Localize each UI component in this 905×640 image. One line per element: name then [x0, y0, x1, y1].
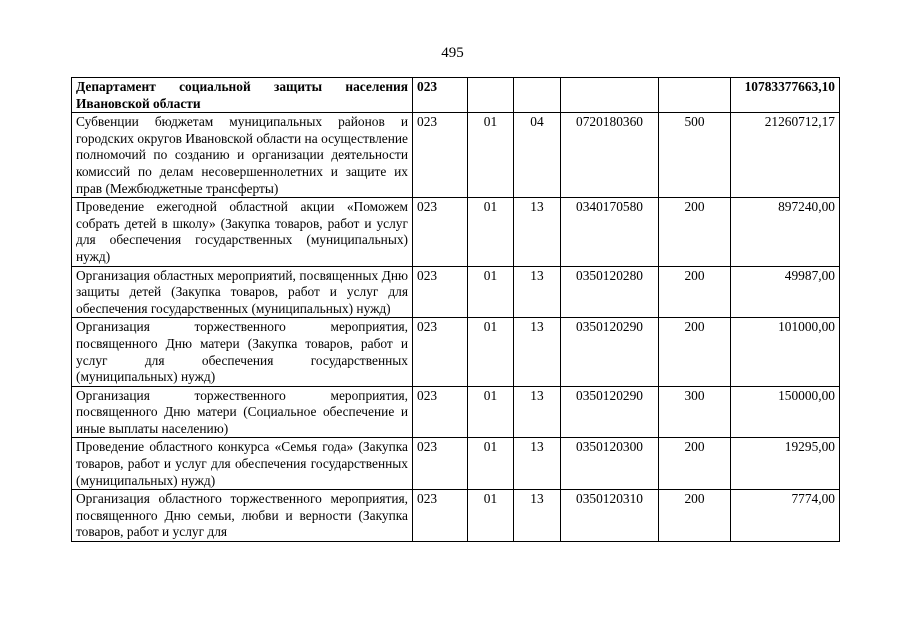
cell-code: 023	[413, 266, 468, 318]
table-row-department	[72, 78, 840, 113]
cell-subsection	[514, 78, 561, 113]
table-row	[72, 386, 840, 438]
cell-section: 01	[468, 438, 514, 490]
cell-section: 01	[468, 318, 514, 386]
table-row	[72, 318, 840, 386]
table-row	[72, 438, 840, 490]
cell-target	[561, 78, 659, 113]
budget-table	[71, 77, 840, 542]
cell-type	[659, 78, 731, 113]
cell-section: 01	[468, 386, 514, 438]
cell-subsection: 13	[514, 438, 561, 490]
cell-target: 0720180360	[561, 113, 659, 198]
cell-sum: 897240,00	[731, 198, 840, 266]
cell-subsection: 13	[514, 198, 561, 266]
table-row	[72, 198, 840, 266]
cell-sum: 19295,00	[731, 438, 840, 490]
cell-subsection: 13	[514, 318, 561, 386]
cell-type: 200	[659, 318, 731, 386]
cell-section: 01	[468, 113, 514, 198]
cell-subsection: 13	[514, 490, 561, 542]
cell-sum: 21260712,17	[731, 113, 840, 198]
cell-target: 0350120280	[561, 266, 659, 318]
cell-target: 0350120300	[561, 438, 659, 490]
table-row	[72, 490, 840, 542]
cell-type: 200	[659, 438, 731, 490]
cell-target: 0350120290	[561, 318, 659, 386]
cell-code: 023	[413, 78, 468, 113]
table-row	[72, 113, 840, 198]
cell-name: Организация областного торжественного мероприятия, посвященного Дню семьи, любви и верности (Закупка товаров, работ и услуг для	[72, 490, 413, 542]
cell-subsection: 13	[514, 386, 561, 438]
cell-section: 01	[468, 490, 514, 542]
cell-code: 023	[413, 113, 468, 198]
cell-sum: 150000,00	[731, 386, 840, 438]
cell-subsection: 04	[514, 113, 561, 198]
cell-name: Организация торжественного мероприятия, посвященного Дню матери (Закупка товаров, работ и услуг для обеспечения государственных (муниципальных) нужд)	[72, 318, 413, 386]
cell-code: 023	[413, 490, 468, 542]
table-body	[72, 78, 840, 542]
cell-sum: 101000,00	[731, 318, 840, 386]
cell-name: Субвенции бюджетам муниципальных районов и городских округов Ивановской области на осуществление полномочий по созданию и организации деятельности комиссий по делам несовершеннолетних и защите их прав (Межбюджетные трансферты)	[72, 113, 413, 198]
cell-code: 023	[413, 318, 468, 386]
table-row	[72, 266, 840, 318]
cell-type: 200	[659, 198, 731, 266]
cell-section: 01	[468, 266, 514, 318]
cell-target: 0340170580	[561, 198, 659, 266]
cell-name: Департамент социальной защиты населения Ивановской области	[72, 78, 413, 113]
cell-sum: 49987,00	[731, 266, 840, 318]
cell-section	[468, 78, 514, 113]
cell-section: 01	[468, 198, 514, 266]
cell-sum: 10783377663,10	[731, 78, 840, 113]
cell-code: 023	[413, 386, 468, 438]
cell-type: 200	[659, 266, 731, 318]
cell-name: Проведение областного конкурса «Семья года» (Закупка товаров, работ и услуг для обеспечения государственных (муниципальных) нужд)	[72, 438, 413, 490]
cell-type: 300	[659, 386, 731, 438]
cell-type: 500	[659, 113, 731, 198]
cell-name: Проведение ежегодной областной акции «Поможем собрать детей в школу» (Закупка товаров, работ и услуг для обеспечения государственных (муниципальных) нужд)	[72, 198, 413, 266]
cell-target: 0350120310	[561, 490, 659, 542]
cell-name: Организация областных мероприятий, посвященных Дню защиты детей (Закупка товаров, работ и услуг для обеспечения государственных (муниципальных) нужд)	[72, 266, 413, 318]
cell-code: 023	[413, 438, 468, 490]
cell-sum: 7774,00	[731, 490, 840, 542]
cell-code: 023	[413, 198, 468, 266]
page-number: 495	[441, 45, 464, 61]
cell-target: 0350120290	[561, 386, 659, 438]
cell-subsection: 13	[514, 266, 561, 318]
cell-name: Организация торжественного мероприятия, посвященного Дню матери (Социальное обеспечение и иные выплаты населению)	[72, 386, 413, 438]
cell-type: 200	[659, 490, 731, 542]
